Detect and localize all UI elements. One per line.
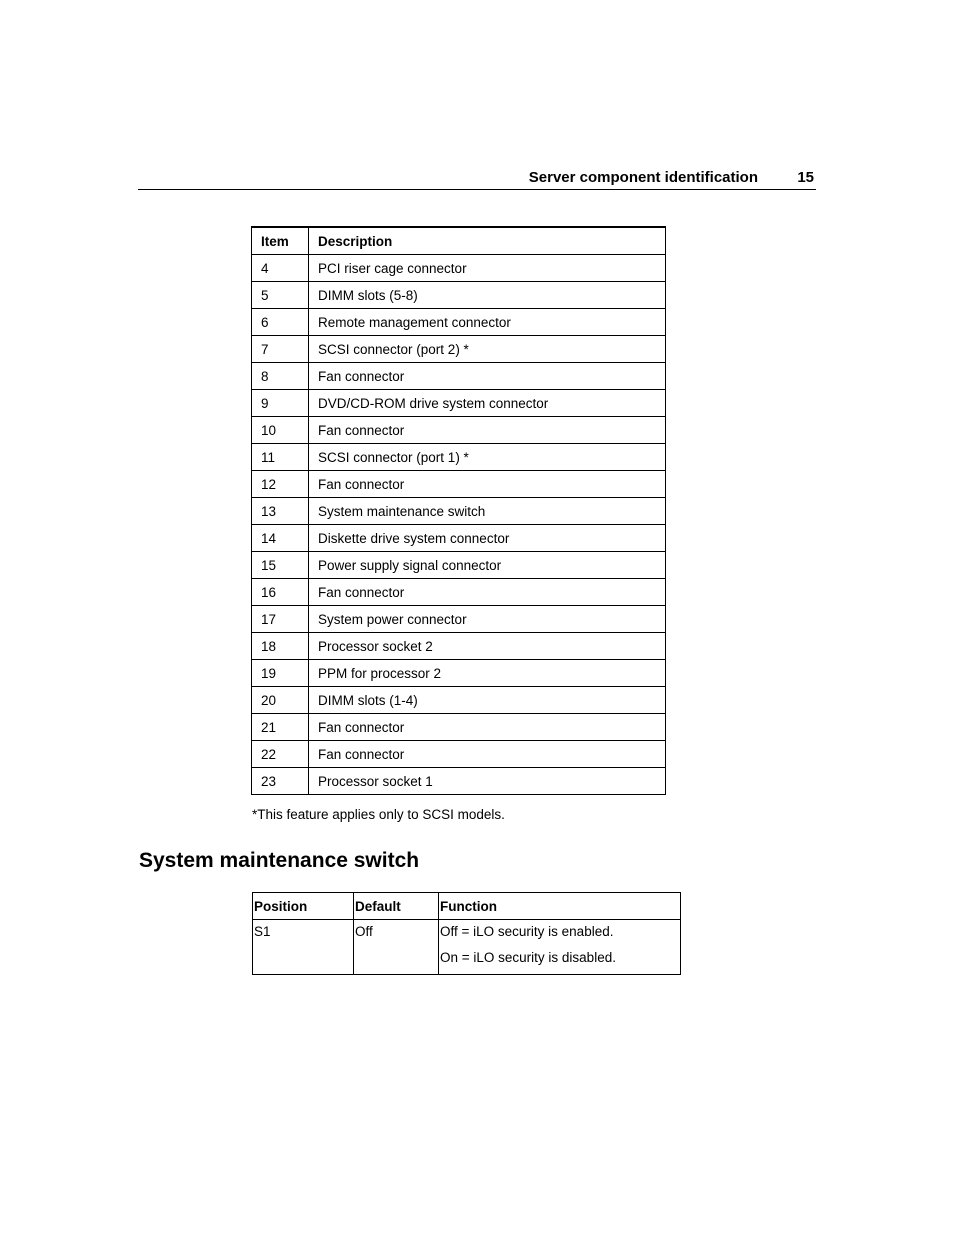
column-header-function: Function: [439, 893, 681, 920]
table-row: [252, 417, 666, 444]
item-number-cell: 23: [252, 768, 309, 795]
table-row: [253, 920, 681, 975]
item-number-cell: 4: [252, 255, 309, 282]
table-header-row: [252, 227, 666, 255]
table-row: [252, 660, 666, 687]
item-number-cell: 11: [252, 444, 309, 471]
function-cell: [439, 920, 681, 975]
position-cell: S1: [253, 920, 354, 975]
item-description-cell: System power connector: [309, 606, 666, 633]
table-row: [252, 579, 666, 606]
item-description-cell: DIMM slots (5-8): [309, 282, 666, 309]
table-row: [252, 309, 666, 336]
item-description-cell: Fan connector: [309, 579, 666, 606]
item-description-cell: SCSI connector (port 1) *: [309, 444, 666, 471]
component-items-table: [251, 226, 666, 795]
item-description-cell: Fan connector: [309, 714, 666, 741]
item-description-cell: Fan connector: [309, 471, 666, 498]
table-row: [252, 552, 666, 579]
table-row: [252, 768, 666, 795]
item-number-cell: 5: [252, 282, 309, 309]
item-description-cell: Fan connector: [309, 417, 666, 444]
table-row: [252, 606, 666, 633]
table-header-row: [253, 893, 681, 920]
item-number-cell: 9: [252, 390, 309, 417]
function-line: Off = iLO security is enabled.: [440, 924, 614, 939]
item-description-cell: PCI riser cage connector: [309, 255, 666, 282]
column-header-description: Description: [309, 227, 666, 255]
item-description-cell: Diskette drive system connector: [309, 525, 666, 552]
item-number-cell: 15: [252, 552, 309, 579]
item-description-cell: PPM for processor 2: [309, 660, 666, 687]
section-heading: System maintenance switch: [139, 849, 420, 872]
item-description-cell: DVD/CD-ROM drive system connector: [309, 390, 666, 417]
item-description-cell: Remote management connector: [309, 309, 666, 336]
item-number-cell: 22: [252, 741, 309, 768]
table-row: [252, 525, 666, 552]
item-number-cell: 8: [252, 363, 309, 390]
item-description-cell: Fan connector: [309, 741, 666, 768]
table-row: [252, 336, 666, 363]
item-number-cell: 21: [252, 714, 309, 741]
item-number-cell: 13: [252, 498, 309, 525]
default-cell: Off: [354, 920, 439, 975]
item-number-cell: 19: [252, 660, 309, 687]
switch-settings-table: [252, 892, 681, 975]
running-header: [138, 168, 816, 190]
item-number-cell: 14: [252, 525, 309, 552]
item-number-cell: 7: [252, 336, 309, 363]
page-number: 15: [797, 169, 814, 186]
item-number-cell: 20: [252, 687, 309, 714]
table-row: [252, 363, 666, 390]
header-title: Server component identification: [528, 169, 758, 186]
table-row: [252, 714, 666, 741]
table-row: [252, 687, 666, 714]
table-row: [252, 444, 666, 471]
item-number-cell: 16: [252, 579, 309, 606]
table-row: [252, 282, 666, 309]
footnote: *This feature applies only to SCSI models.: [252, 807, 505, 822]
column-header-position: Position: [253, 893, 354, 920]
item-number-cell: 12: [252, 471, 309, 498]
table-row: [252, 498, 666, 525]
table-row: [252, 255, 666, 282]
column-header-item: Item: [252, 227, 309, 255]
item-number-cell: 17: [252, 606, 309, 633]
item-description-cell: Power supply signal connector: [309, 552, 666, 579]
item-number-cell: 10: [252, 417, 309, 444]
item-number-cell: 18: [252, 633, 309, 660]
item-description-cell: System maintenance switch: [309, 498, 666, 525]
item-number-cell: 6: [252, 309, 309, 336]
item-description-cell: DIMM slots (1-4): [309, 687, 666, 714]
function-line: On = iLO security is disabled.: [440, 950, 616, 965]
column-header-default: Default: [354, 893, 439, 920]
table-row: [252, 633, 666, 660]
item-description-cell: Fan connector: [309, 363, 666, 390]
item-description-cell: Processor socket 2: [309, 633, 666, 660]
table-row: [252, 741, 666, 768]
items-table-body: [252, 255, 666, 795]
item-description-cell: SCSI connector (port 2) *: [309, 336, 666, 363]
item-description-cell: Processor socket 1: [309, 768, 666, 795]
table-row: [252, 390, 666, 417]
table-row: [252, 471, 666, 498]
